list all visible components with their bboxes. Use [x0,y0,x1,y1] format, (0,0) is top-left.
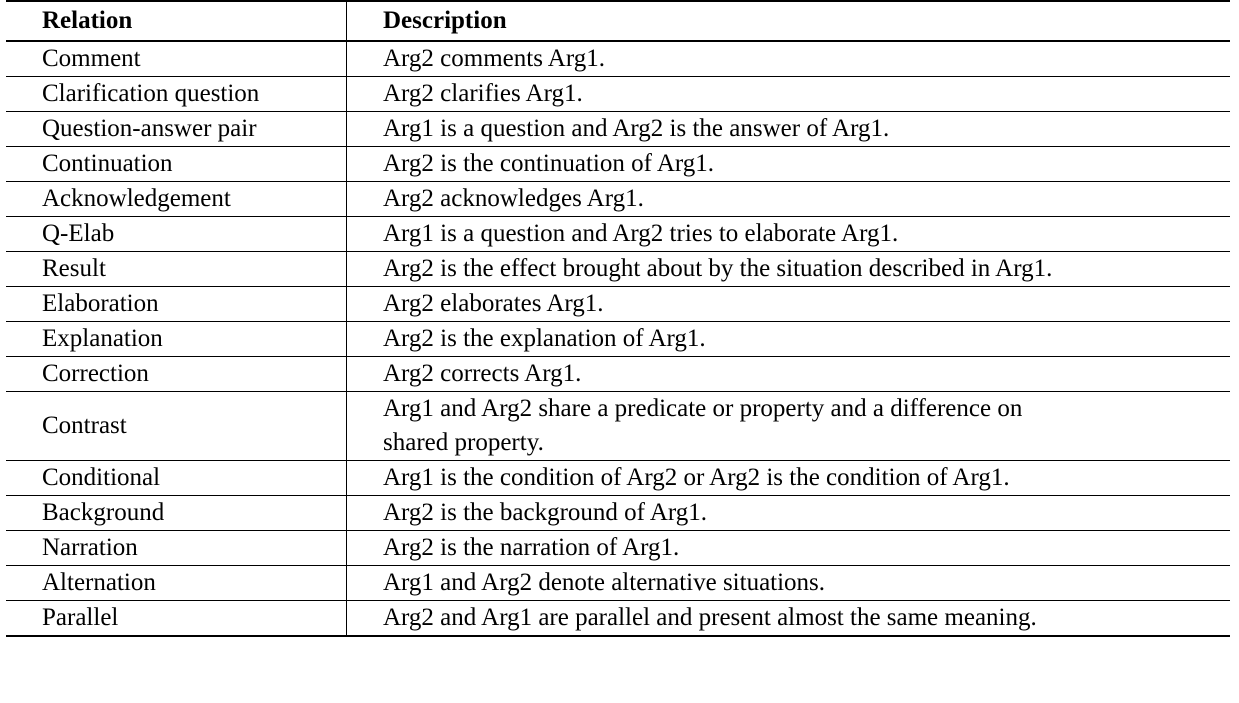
relations-table [6,0,1230,637]
relation-cell: Q-Elab [6,217,347,252]
table-row [6,182,1230,217]
relation-cell: Background [6,496,347,531]
relation-cell: Result [6,252,347,287]
relation-cell: Acknowledgement [6,182,347,217]
relation-cell: Elaboration [6,287,347,322]
table-row [6,531,1230,566]
relation-cell: Question-answer pair [6,112,347,147]
relation-cell: Contrast [6,392,347,461]
description-line: Arg1 and Arg2 share a predicate or property and a difference on [383,395,1023,422]
description-cell: Arg1 is a question and Arg2 is the answer of Arg1. [347,112,1231,147]
header-relation: Relation [6,1,347,41]
relation-cell: Continuation [6,147,347,182]
description-cell: Arg2 corrects Arg1. [347,357,1231,392]
table-header-row [6,1,1230,41]
table-row [6,217,1230,252]
relation-cell: Alternation [6,566,347,601]
relation-cell: Conditional [6,461,347,496]
relation-cell: Comment [6,41,347,77]
table-row [6,41,1230,77]
description-cell: Arg2 and Arg1 are parallel and present almost the same meaning. [347,601,1231,637]
description-cell: Arg2 acknowledges Arg1. [347,182,1231,217]
table-row [6,147,1230,182]
relation-cell: Explanation [6,322,347,357]
description-cell: Arg2 is the effect brought about by the situation described in Arg1. [347,252,1231,287]
table-row [6,112,1230,147]
description-cell: Arg1 is a question and Arg2 tries to elaborate Arg1. [347,217,1231,252]
table-row [6,252,1230,287]
table-row [6,601,1230,637]
description-cell: Arg2 is the continuation of Arg1. [347,147,1231,182]
relation-cell: Narration [6,531,347,566]
description-cell [347,392,1231,461]
header-description: Description [347,1,1231,41]
description-cell: Arg1 and Arg2 denote alternative situations. [347,566,1231,601]
table-row [6,461,1230,496]
description-cell: Arg2 elaborates Arg1. [347,287,1231,322]
table-row [6,322,1230,357]
description-cell: Arg2 comments Arg1. [347,41,1231,77]
relation-cell: Clarification question [6,77,347,112]
description-cell: Arg2 is the explanation of Arg1. [347,322,1231,357]
table-row [6,77,1230,112]
description-line: shared property. [383,429,544,456]
relation-cell: Correction [6,357,347,392]
description-cell: Arg1 is the condition of Arg2 or Arg2 is the condition of Arg1. [347,461,1231,496]
table-row [6,392,1230,461]
table-row [6,287,1230,322]
description-cell: Arg2 is the background of Arg1. [347,496,1231,531]
description-cell: Arg2 clarifies Arg1. [347,77,1231,112]
description-cell: Arg2 is the narration of Arg1. [347,531,1231,566]
table-row [6,357,1230,392]
table-row [6,496,1230,531]
relation-cell: Parallel [6,601,347,637]
table-row [6,566,1230,601]
